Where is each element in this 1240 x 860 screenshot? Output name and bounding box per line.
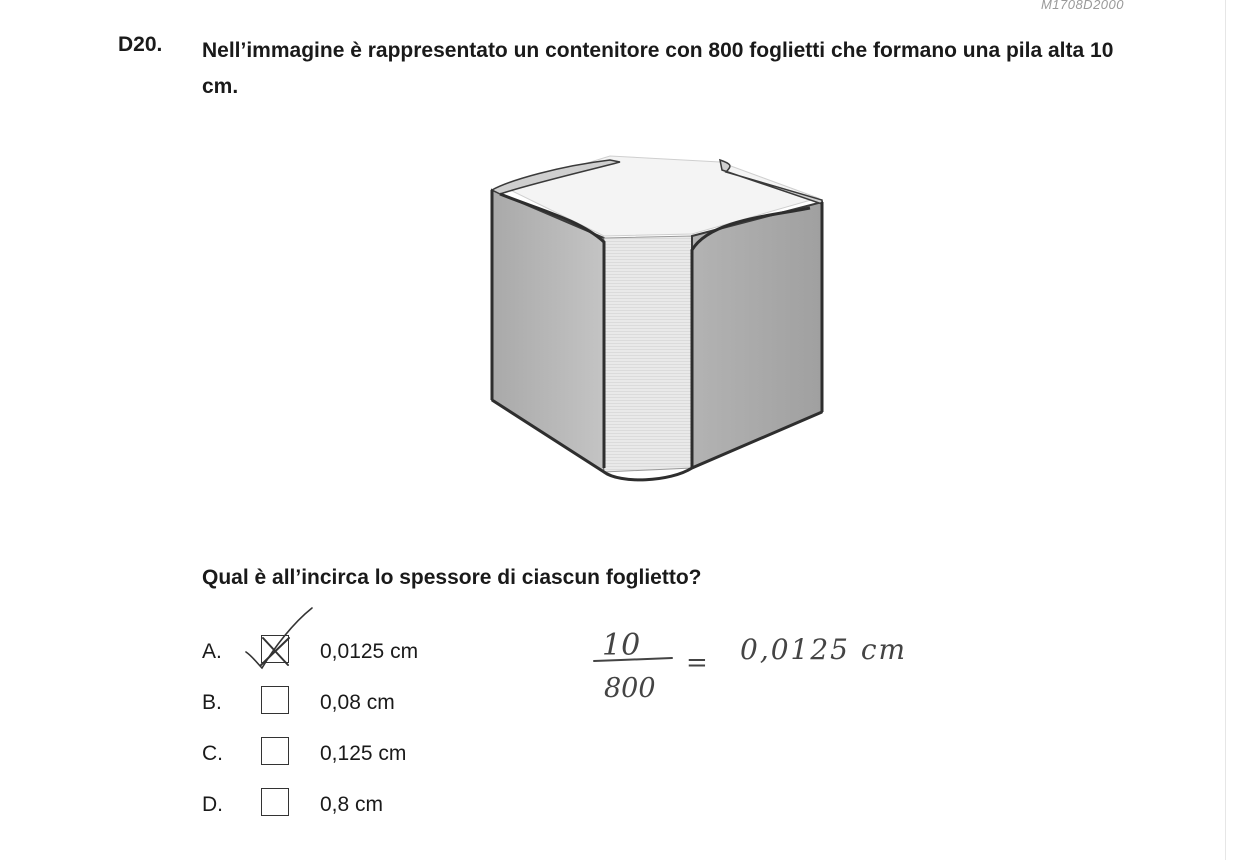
handwritten-equals: = — [686, 648, 708, 678]
handwritten-calculation — [580, 615, 960, 715]
option-d-letter: D. — [202, 793, 223, 816]
handwritten-result: 0,0125 cm — [740, 633, 908, 666]
option-c-letter: C. — [202, 742, 223, 765]
document-code: M1708D2000 — [1040, 0, 1124, 12]
question-ask: Qual è all’incirca lo spessore di ciascun foglietto? — [202, 566, 702, 589]
option-b-letter: B. — [202, 691, 222, 714]
option-a-value: 0,0125 cm — [320, 640, 419, 663]
memo-cube-holder-icon — [470, 150, 830, 510]
question-prompt: Nell’immagine è rappresentato un contenitore con 800 foglietti che formano una pila alta 10 cm. — [202, 39, 1114, 98]
option-c[interactable] — [0, 734, 600, 774]
option-c-checkbox[interactable] — [261, 737, 289, 765]
handwritten-numerator: 10 — [602, 628, 641, 663]
option-d-checkbox[interactable] — [261, 788, 289, 816]
option-b-value: 0,08 cm — [320, 691, 395, 714]
option-b[interactable] — [0, 683, 600, 723]
handwritten-denominator: 800 — [604, 673, 656, 704]
option-d-value: 0,8 cm — [320, 793, 384, 816]
option-a-letter: A. — [202, 640, 222, 663]
question-number: D20. — [118, 33, 163, 56]
option-a[interactable] — [0, 632, 600, 672]
option-d[interactable] — [0, 785, 600, 825]
option-b-checkbox[interactable] — [261, 686, 289, 714]
page-edge — [1225, 0, 1226, 860]
option-c-value: 0,125 cm — [320, 742, 407, 765]
checkmark-icon — [244, 602, 324, 674]
